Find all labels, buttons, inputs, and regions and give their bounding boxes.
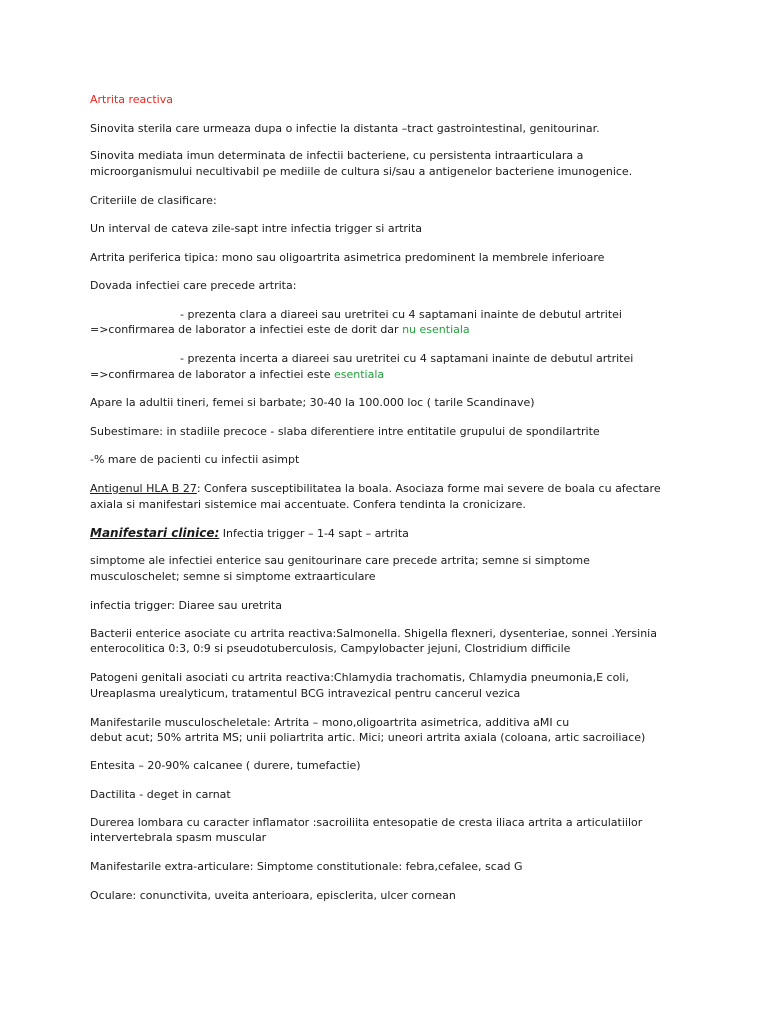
hla-text: : Confera susceptibilitatea la boala. Asociaza forme mai severe de boala cu afectare [196,482,661,495]
paragraph-mediata-line1: Sinovita mediata imun determinata de infectii bacteriene, cu persistenta intraarticulara a [90,149,584,162]
paragraph-subestimare: Subestimare: in stadiile precoce - slaba diferentiere intre entitatile grupului de spondilartrite [90,425,600,438]
paragraph-apare: Apare la adultii tineri, femei si barbate; 30-40 la 100.000 loc ( tarile Scandinave) [90,396,535,409]
paragraph-interval: Un interval de cateva zile-sapt intre infectia trigger si artrita [90,222,423,235]
simptome-line1: simptome ale infectiei enterice sau genitourinare care precede artrita; semne si simptome [90,554,590,567]
hla-line2: axiala si manifestari sistemice mai accentuate. Confera tendinta la cronicizare. [90,498,526,511]
patogeni-line2: Ureaplasma urealyticum, tratamentul BCG intravezical pentru cancerul vezica [90,687,521,700]
paragraph-oculare: Oculare: conunctivita, uveita anterioara, episclerita, ulcer cornean [90,889,456,902]
bacterii-line2: enterocolitica 0:3, 0:9 si pseudotuberculosis, Campylobacter jejuni, Clostridium difficile [90,642,571,655]
dovada-item1-line2 [90,322,470,338]
hla-label: Antigenul HLA B 27 [90,482,197,495]
bacterii-line1: Bacterii enterice asociate cu artrita reactiva:Salmonella. Shigella flexneri, dysenteriae, sonnei .Yersinia [90,627,657,640]
paragraph-periferica: Artrita periferica tipica: mono sau oligoartrita asimetrica predominent la membrele inferioare [90,251,605,264]
manifestari-text: Infectia trigger – 1-4 sapt – artrita [219,527,409,540]
dovada-item2-line1: - prezenta incerta a diareei sau uretritei cu 4 saptamani inainte de debutul artritei [180,352,634,365]
musculo-line1: Manifestarile musculoscheletale: Artrita – mono,oligoartrita asimetrica, additiva aMI cu [90,716,570,729]
dovada-item1-highlight: nu esentiala [402,323,470,336]
musculo-line2: debut acut; 50% artrita MS; unii poliartrita artic. Mici; uneori artrita axiala (coloana, artic sacroiliace) [90,731,646,744]
dovada-item2-highlight: esentiala [333,368,385,381]
paragraph-dactilita: Dactilita - deget in carnat [90,788,231,801]
paragraph-dovada: Dovada infectiei care precede artrita: [90,279,297,292]
paragraph-entesita: Entesita – 20-90% calcanee ( durere, tumefactie) [90,759,361,772]
paragraph-procent: -% mare de pacienti cu infectii asimpt [90,453,300,466]
paragraph-mediata-line2: microorganismului necultivabil pe mediile de cultura si/sau a antigenelor bacteriene imunogenice. [90,165,633,178]
dovada-item2-line2 [90,367,384,383]
patogeni-line1: Patogeni genitali asociati cu artrita reactiva:Chlamydia trachomatis, Chlamydia pneumonia,E coli, [90,671,629,684]
durere-line2: intervertebrala spasm muscular [90,831,267,844]
manifestari-line [90,525,409,542]
document-title: Artrita reactiva [90,93,173,106]
paragraph-definition: Sinovita sterila care urmeaza dupa o infectie la distanta –tract gastrointestinal, genitourinar. [90,122,600,135]
hla-line1 [90,481,661,497]
dovada-item1-line1: - prezenta clara a diareei sau uretritei cu 4 saptamani inainte de debutul artritei [180,308,622,321]
paragraph-trigger: infectia trigger: Diaree sau uretrita [90,599,282,612]
simptome-line2: musculoschelet; semne si simptome extraarticulare [90,570,376,583]
criteria-heading: Criteriile de clasificare: [90,194,217,207]
durere-line1: Durerea lombara cu caracter inflamator :sacroiliita entesopatie de cresta iliaca artrita a articulatiilor [90,816,643,829]
dovada-item1-text: =>confirmarea de laborator a infectiei este de dorit dar [90,323,403,336]
dovada-item2-text: =>confirmarea de laborator a infectiei este [90,368,334,381]
manifestari-heading: Manifestari clinice: [90,526,220,540]
paragraph-extra-articulare: Manifestarile extra-articulare: Simptome constitutionale: febra,cefalee, scad G [90,860,523,873]
